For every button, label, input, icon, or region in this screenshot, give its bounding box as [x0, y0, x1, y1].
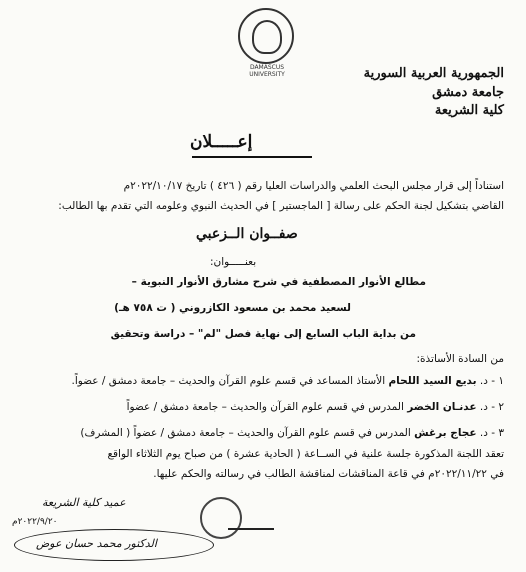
faculty-name: كلية الشريعة — [434, 103, 504, 118]
thesis-title-line-3: من بداية الباب السابع إلى نهاية فصل "لم" – دراسة وتحقيق — [110, 328, 416, 340]
committee-member-1 — [72, 375, 505, 387]
page-title: إعـــــلان — [190, 132, 253, 152]
dean-title: عميد كلية الشريعة — [42, 496, 126, 509]
member-name: عدنـان الخضر — [407, 401, 477, 413]
member-description: المدرس في قسم علوم القرآن والحديث – جامعة دمشق / عضواً ( المشرف) — [80, 427, 411, 439]
university-name: جامعة دمشق — [432, 85, 504, 100]
member-number: ١ - د. — [479, 375, 504, 387]
intro-line-2: القاضي بتشكيل لجنة الحكم على رسالة [ الماجستير ] في الحديث النبوي وعلومه التي تقدم بها الطالب: — [58, 200, 504, 212]
intro-line-1: استناداً إلى قرار مجلس البحث العلمي والدراسات العليا رقم ( ٤٢٦ ) تاريخ ٢٠٢٢/١٠/١٧م — [123, 180, 504, 192]
member-name: بديع السيد اللحام — [388, 375, 477, 387]
logo-emblem — [252, 20, 282, 54]
member-number: ٢ - د. — [479, 401, 504, 413]
member-description: المدرس في قسم علوم القرآن والحديث – جامعة دمشق / عضواً — [126, 401, 404, 413]
faculty-stamp — [200, 497, 242, 539]
member-description: الأستاذ المساعد في قسم علوم القرآن والحديث – جامعة دمشق / عضواً. — [71, 375, 386, 387]
committee-member-3 — [80, 427, 504, 439]
signature-stroke — [228, 528, 274, 530]
title-underline — [192, 156, 312, 158]
dean-name: الدكتور محمد حسان عوض — [36, 537, 157, 550]
republic-name: الجمهورية العربية السورية — [363, 66, 504, 81]
thesis-title-line-1: مطالع الأنوار المصطفية في شرح مشارق الأنوار النبوية – — [131, 276, 426, 288]
committee-label: من السادة الأساتذة: — [416, 353, 504, 365]
thesis-title-line-2: لسعيد محمد بن مسعود الكازروني ( ت ٧٥٨ هـ) — [114, 302, 351, 314]
student-name: صفــوان الــزعبي — [196, 226, 298, 242]
committee-member-2 — [127, 401, 504, 413]
thesis-title-label: بعنـــــوان: — [210, 256, 257, 268]
member-name: عجاج برغش — [414, 427, 477, 439]
university-logo — [238, 8, 294, 78]
member-number: ٣ - د. — [479, 427, 504, 439]
session-line-1: تعقد اللجنة المذكورة جلسة علنية في الســاعة ( الحادية عشرة ) من صباح يوم الثلاثاء الواقع — [107, 448, 504, 460]
logo-caption: DAMASCUS UNIVERSITY — [249, 64, 285, 78]
handwritten-date: ٢٠٢٢/٩/٢٠م — [12, 517, 58, 527]
session-line-2: في ٢٠٢٢/١١/٢٢م في قاعة المناقشات لمناقشة الطالب في رسالته والحكم عليها. — [153, 468, 504, 480]
